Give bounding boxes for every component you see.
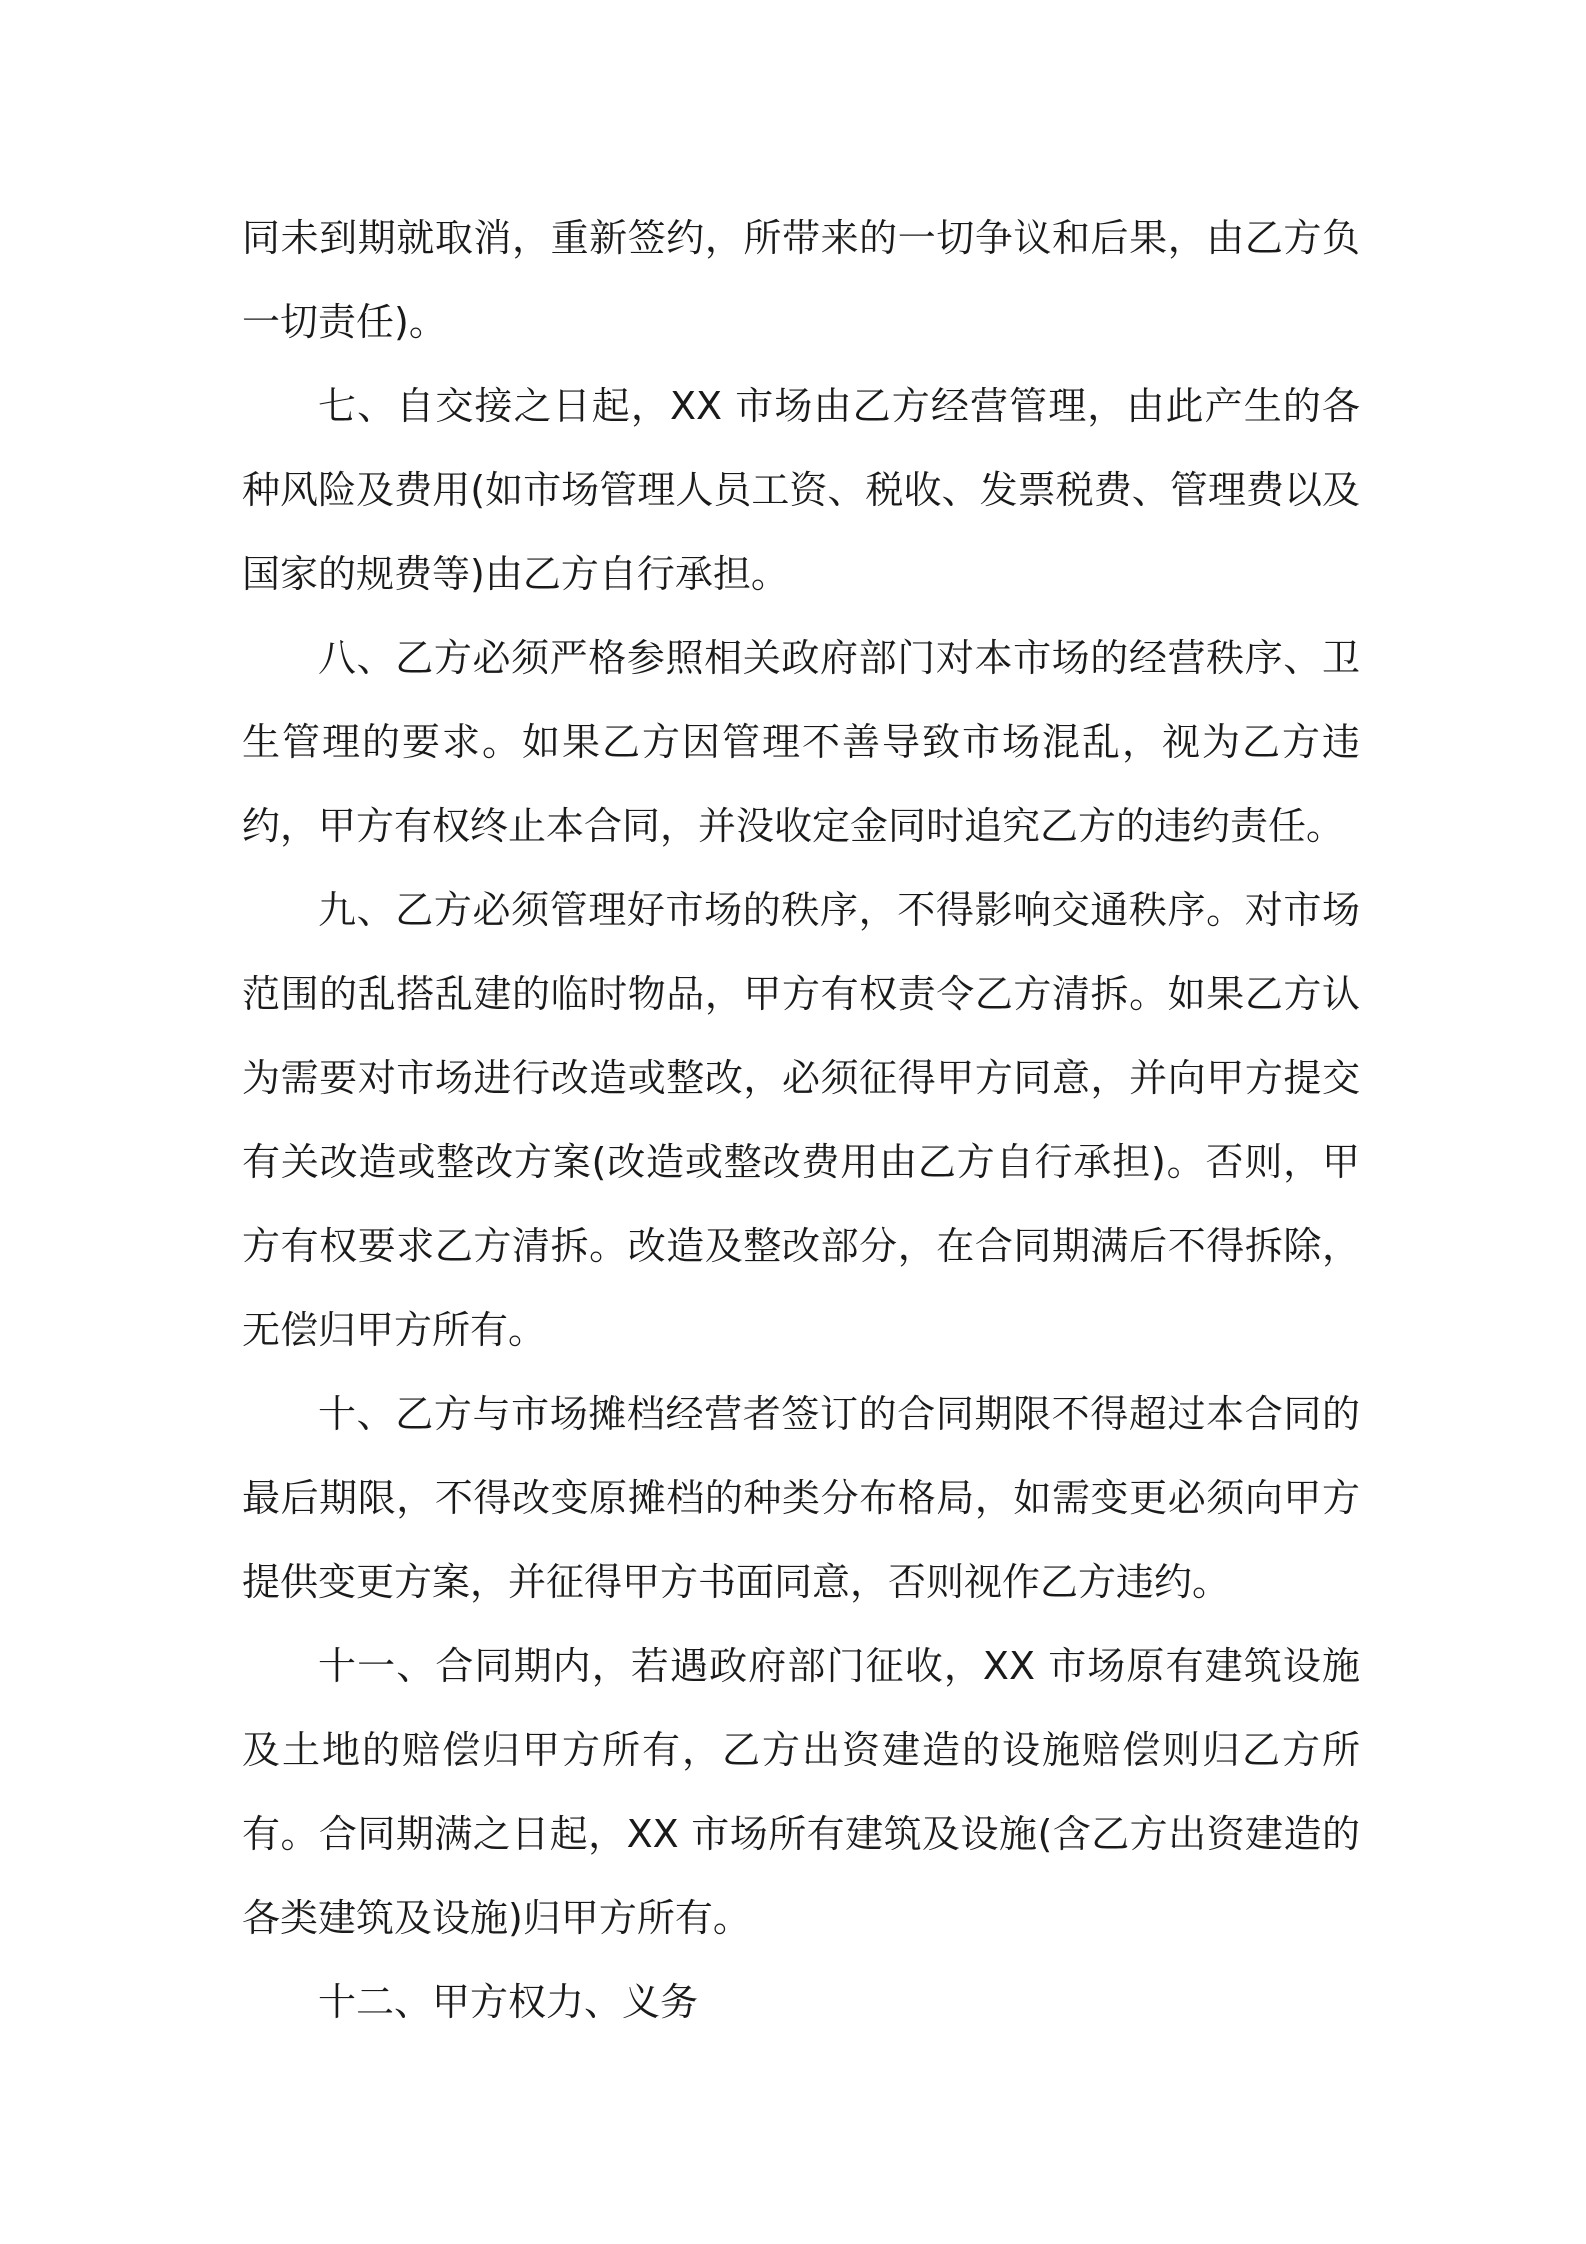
document-body <box>242 196 1360 2044</box>
clause-7: 七、自交接之日起，XX 市场由乙方经营管理，由此产生的各种风险及费用(如市场管理人员工资、税收、发票税费、管理费以及国家的规费等)由乙方自行承担。 <box>242 384 1360 596</box>
paragraph-continuation: 同未到期就取消，重新签约，所带来的一切争议和后果，由乙方负一切责任)。 <box>242 216 1360 344</box>
clause-11: 十一、合同期内，若遇政府部门征收，XX 市场原有建筑设施及土地的赔偿归甲方所有，乙方出资建造的设施赔偿则归乙方所有。合同期满之日起，XX 市场所有建筑及设施(含乙方出资建造的各类建筑及设施)归甲方所有。 <box>242 1644 1360 1940</box>
clause-9: 九、乙方必须管理好市场的秩序，不得影响交通秩序。对市场范围的乱搭乱建的临时物品，甲方有权责令乙方清拆。如果乙方认为需要对市场进行改造或整改，必须征得甲方同意，并向甲方提交有关改造或整改方案(改造或整改费用由乙方自行承担)。否则，甲方有权要求乙方清拆。改造及整改部分，在合同期满后不得拆除，无偿归甲方所有。 <box>242 888 1360 1352</box>
clause-12-heading: 十二、甲方权力、义务 <box>318 1980 699 2024</box>
clause-8: 八、乙方必须严格参照相关政府部门对本市场的经营秩序、卫生管理的要求。如果乙方因管理不善导致市场混乱，视为乙方违约，甲方有权终止本合同，并没收定金同时追究乙方的违约责任。 <box>242 636 1360 848</box>
clause-10: 十、乙方与市场摊档经营者签订的合同期限不得超过本合同的最后期限，不得改变原摊档的种类分布格局，如需变更必须向甲方提供变更方案，并征得甲方书面同意，否则视作乙方违约。 <box>242 1392 1360 1604</box>
